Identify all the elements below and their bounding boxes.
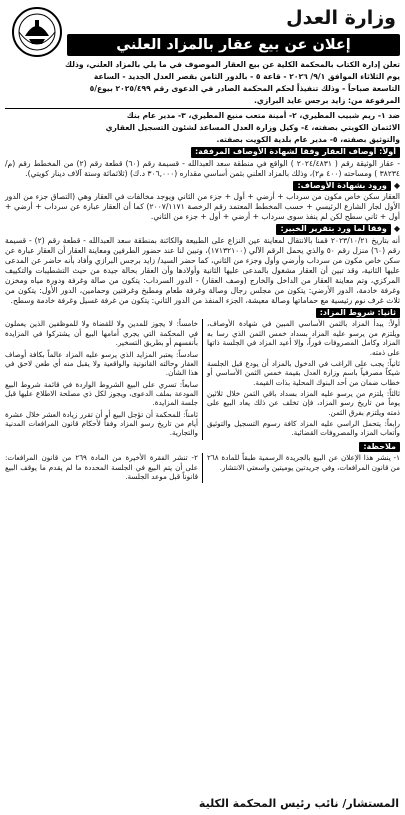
- kuwait-emblem-icon: [11, 6, 63, 58]
- intro-line-3: التاسعة صباحاً - وذلك تنفيذاً لحكم المحكمة الصادر في الدعوى رقم ٢٠٢٥/٤٩٩ بيوع/٥: [89, 84, 400, 94]
- ministry-name: وزارة العدل: [286, 7, 396, 29]
- parties-line-1: ضد ١- ريم شبيب المطيري، ٢- أمينة متعب منيع المطيري، ٣- مدير عام بنك: [126, 111, 400, 121]
- section-property-text: - عقار الوثيقة رقم ( ٢٠٢٤/٤٨٣١ ) الواقع في منطقة سعد العبدالله - قسيمة رقم (٦٠) قطعة رقم (٢) من المخطط رقم (م/ ٣٨٢٣٤ ) ومساحته (٤٠٠ م٢)، وذلك بالمزاد العلني بثمن أساسي مقداره (٣٠٦,٠٠٠ د.ك) (ثلاثمائة وستة آلاف دينار كويتي).: [5, 158, 400, 178]
- notes-left-column: [5, 453, 198, 483]
- condition-item: سادساً: يعتبر المزايد الذي يرسو عليه المزاد عالماً بكافة أوصاف العقار وحالته القانونية والواقعية ولا يقبل منه أي طعن لاحق في هذا الشأن.: [5, 349, 198, 378]
- section-expert-title: وفقاً لما ورد بتقرير الخبير:: [276, 224, 390, 235]
- section-property-heading: [5, 147, 400, 158]
- diamond-icon: ◆: [393, 180, 400, 190]
- notes-heading: [5, 442, 400, 453]
- condition-item: ثانياً: يجب على الراغب في الدخول بالمزاد أن يودع قبل الجلسة شيكاً مصرفياً باسم وزارة العدل بقيمة خمس الثمن الأساسي أو خطاب ضمان من أحد البنوك المحلية بذات القيمة.: [207, 358, 400, 387]
- notes-right-column: [207, 453, 400, 483]
- parties-line-3: والتوثيق بصفته، ٥- مدير عام بلدية الكويت بصفته.: [216, 135, 400, 145]
- announcement-title: إعلان عن بيع عقار بالمزاد العلني: [67, 34, 400, 56]
- conditions-title: ثانياً: شروط المزاد:: [316, 308, 400, 319]
- notes-title: ملاحظة:: [359, 442, 400, 453]
- intro-line-1: تعلن إدارة الكتاب بالمحكمة الكلية عن بيع العقار الموصوف في ما يلي بالمزاد العلني، وذلك: [65, 60, 400, 69]
- parties-block: [5, 111, 400, 145]
- condition-item: أولاً: يبدأ المزاد بالثمن الأساسي المبين في شهادة الأوصاف، ويلتزم من يرسو عليه المزاد بسداد خمس الثمن الذي رسا به المزاد وكامل المصروفات فوراً، وإلا أعيد المزاد في الجلسة ذاتها على ذمته.: [207, 319, 400, 357]
- condition-item: ثالثاً: يلتزم من يرسو عليه المزاد بسداد باقي الثمن خلال ثلاثين يوماً من تاريخ رسو المزاد، فإن تخلف عن ذلك يعاد البيع على ذمته ويلتزم بفرق الثمن.: [207, 389, 400, 417]
- note-item: ١- ينشر هذا الإعلان عن البيع بالجريدة الرسمية طبقاً للمادة ٢٦٨ من قانون المرافعات، وفي جريدتين يوميتين واسعتي الانتشار.: [207, 453, 400, 472]
- section-expert-text: أنه بتاريخ ٢٠٢٣/١٠/٢١ قمنا بالانتقال لمعاينة عين النزاع على الطبيعة والكائنة بمنطقة سعد العبدالله - قطعة رقم (٢) - قسيمة رقم (٦٠) منزل رقم ٥٠ والذي يحمل الرقم الآلي (١٧١٣٢١٠٠)، وتبين لنا عند حضور الطرفين ومعاينة العقار أن العقار عبارة عن سكن خاص مكون من سرداب وأرضي وأول وجزء من الثاني، كما حضر السيد/ زايد برجس البرازي وأفاد بأنه حاضر عن المدعى عليها الثانية، وقد تبين أن العقار مشغول بالمدعى عليها الثانية وأولادها وأن العقار بحالة جيدة من حيث التشطيبات والتكييف المركزي، وتم معاينة العقار من الداخل والخارج (وصف العقار) - الدور السرداب: يتكون من صالة وغرفة ودورة مياه ومخزن وغرفة خادمة، الدور الأرضي: يتكون من مجلس رجال وصالة وغرفة طعام ومطبخ وغرفتين وحمامين، الدور الأول: يتكون من ثلاث غرف نوم رئيسية مع حماماتها وصالة معيشة، الجزء المنفذ من الدور الثاني: يتكون من غرفة غسيل وغرفة خادمة وسطح.: [5, 235, 400, 305]
- column-divider: [202, 453, 203, 483]
- intro-line-2: يوم الثلاثاء الموافق ٩/١/ ٢٠٢٦ - قاعة ٥ - بالدور الثامن بقصر العدل الجديد - الساعة: [93, 72, 400, 82]
- header: [5, 4, 400, 60]
- section-expert-heading: [5, 224, 400, 235]
- section-property-title: أولاً: أوصاف العقار وفقاً لشهادة الأوصاف المرفقة:: [191, 147, 400, 158]
- section-certificate-text: العقار سكن خاص مكون من سرداب + أرضي + أول + جزء من الثاني ويوجد مخالفات في العقار وهي (التصاق جزء من الدور الأول لجار الشارع الرئيسي + حسب المخطط المعتمد رقم الرخصة ٢٠٠٧/١١٧١) كما أن العقار عبارة عن سرداب + أرضي + أول + ثاني سطح لكن لم ينفذ سوى سرداب + أرضي + أول + جزء من الثاني.: [5, 192, 400, 222]
- intro-block: [5, 60, 400, 106]
- condition-item: ثامناً: للمحكمة أن تؤجل البيع أو أن تقرر زيادة العشر خلال عشرة أيام من تاريخ رسو المزاد وفقاً لأحكام قانون المرافعات المدنية والتجارية.: [5, 409, 198, 438]
- note-item: ٢- تنشر الفقرة الأخيرة من المادة ٢٦٩ من قانون المرافعات: على أن يتم البيع في الجلسة المحددة ما لم يقدم ما يوقف البيع قانوناً قبل موعد الجلسة.: [5, 453, 198, 482]
- conditions-right-column: [207, 319, 400, 439]
- condition-item: سابعاً: تسري على البيع الشروط الواردة في قائمة شروط البيع المودعة بملف الدعوى، ويجوز لكل ذي مصلحة الاطلاع عليها قبل جلسة المزايدة.: [5, 379, 198, 408]
- parties-line-2: الائتمان الكويتي بصفته، ٤- وكيل وزارة العدل المساعد لشئون التسجيل العقاري: [105, 123, 400, 133]
- column-divider: [202, 319, 203, 439]
- conditions-left-column: [5, 319, 198, 439]
- conditions-columns: [5, 319, 400, 439]
- intro-line-4: المرفوعة من: زايد برجس عايد البرازي.: [254, 96, 400, 106]
- section-certificate-heading: [5, 181, 400, 192]
- condition-item: خامساً: لا يجوز للمدين ولا للقضاة ولا للموظفين الذين يعملون في المحكمة التي يجري أمامها البيع أن يشتركوا في المزايدة بأنفسهم أو بطريق التسخير.: [5, 319, 198, 348]
- section-certificate-title: ورود بشهادة الأوصاف:: [293, 181, 390, 192]
- condition-item: رابعاً: يتحمل الراسي عليه المزاد كافة رسوم التسجيل والتوثيق وأتعاب المزاد والمصروفات القضائية.: [207, 419, 400, 438]
- diamond-icon: ◆: [393, 224, 400, 234]
- divider: [5, 108, 400, 109]
- conditions-heading: [5, 308, 400, 319]
- signature-line: المستشار/ نائب رئيس المحكمة الكلية: [198, 797, 399, 811]
- notes-columns: [5, 453, 400, 483]
